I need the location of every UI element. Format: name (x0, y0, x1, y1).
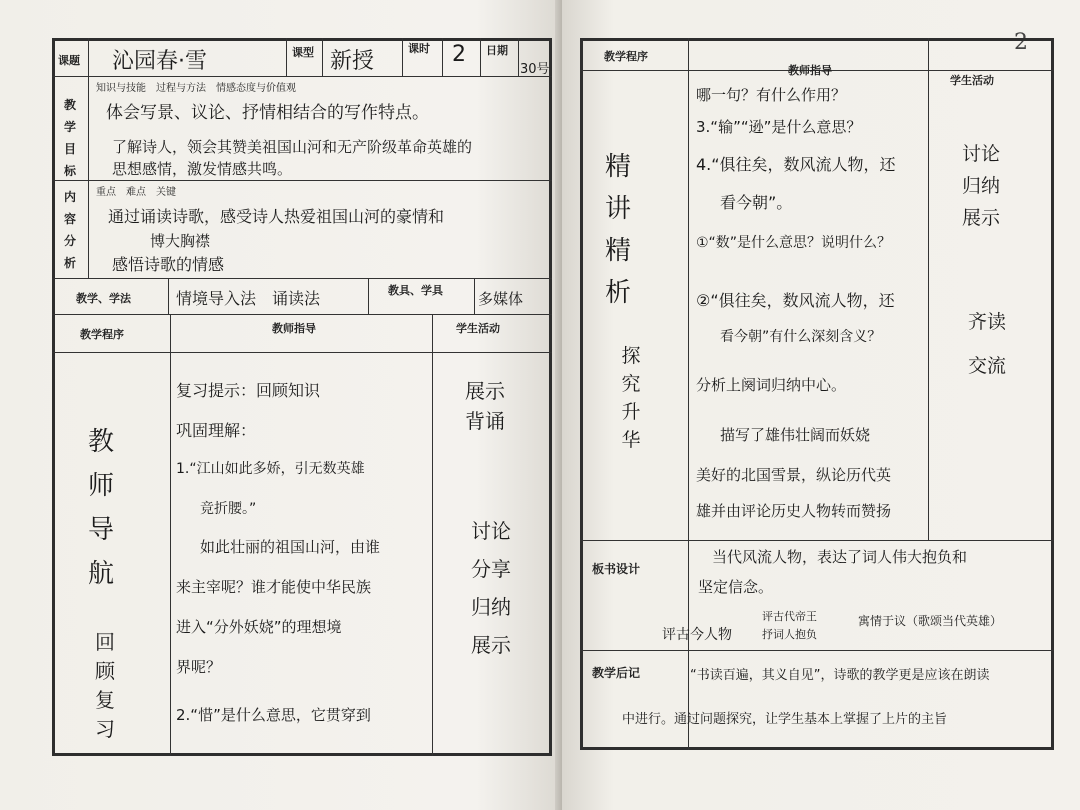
board-line-1: 当代风流人物，表达了词人伟大抱负和 (712, 548, 968, 566)
teacher-guidance-line: ①“数”是什么意思？说明什么？ (696, 235, 892, 251)
col-teacher-header: 教师指导 (272, 322, 316, 335)
divider (442, 38, 443, 76)
divider (518, 38, 519, 76)
divider (688, 38, 689, 540)
student-activity: 讨论 (961, 143, 1000, 165)
keshi-value: 2 (452, 42, 466, 67)
left-student-top (460, 376, 510, 436)
teacher-guidance-line: 竞折腰。” (200, 501, 257, 517)
student-activity: 归纳 (961, 175, 1000, 197)
student-activity: 展示 (471, 633, 511, 657)
divider (170, 314, 171, 756)
teacher-guidance-line: 来主宰呢？谁才能使中华民族 (176, 578, 372, 596)
divider (580, 650, 1054, 651)
student-activity: 归纳 (471, 595, 511, 619)
teacher-guidance-line: 巩固理解： (176, 421, 257, 440)
board-line-2: 坚定信念。 (698, 578, 774, 596)
divider (402, 38, 403, 76)
teacher-guidance-line: 复习提示：回顾知识 (176, 381, 321, 400)
kexing-value: 新授 (330, 49, 375, 74)
keti-label: 课题 (58, 54, 80, 67)
right-student-top (956, 138, 1006, 234)
teacher-guidance-line: 界呢？ (176, 658, 222, 676)
col-student-header: 学生活动 (456, 322, 500, 335)
student-activity: 背诵 (465, 409, 505, 433)
content-line-2: 博大胸襟 (150, 232, 211, 250)
divider (322, 38, 323, 76)
student-activity: 展示 (961, 207, 1000, 229)
teacher-guidance-line: 分析上阕词归纳中心。 (696, 376, 847, 394)
methods-value: 情境导入法 诵读法 (176, 289, 321, 308)
teacher-guidance-line: 3.“输”“逊”是什么意思？ (696, 118, 862, 136)
teacher-guidance-line: 看今朝”有什么深刻含义？ (720, 329, 882, 345)
objectives-label: 教学目标 (63, 98, 76, 178)
objectives-line-3: 思想感情，激发情感共鸣。 (112, 160, 293, 178)
content-label: 内容分析 (63, 190, 76, 270)
student-activity: 交流 (967, 355, 1006, 377)
objectives-line-1: 体会写景、议论、抒情相结合的写作特点。 (106, 103, 429, 123)
student-activity: 讨论 (471, 519, 511, 543)
teacher-guidance-line: 1.“江山如此多娇，引无数英雄 (176, 461, 365, 477)
divider (368, 278, 369, 314)
divider (928, 38, 929, 540)
teacher-guidance-line: ②“俱往矣，数风流人物，还 (696, 291, 895, 310)
right-page (562, 0, 1080, 810)
board-line-3d: 寓情于议（歌颂当代英雄） (858, 614, 1003, 628)
keti-value: 沁园春·雪 (112, 49, 207, 74)
teacher-guidance-line: 2.“惜”是什么意思，它贯穿到 (176, 706, 371, 724)
content-line-3: 感悟诗歌的情感 (112, 255, 225, 274)
teacher-guidance-line: 看今朝”。 (720, 193, 793, 212)
board-line-3b: 评古代帝王 (762, 610, 817, 623)
divider (88, 38, 89, 278)
objectives-subheads: 知识与技能 过程与方法 情感态度与价值观 (96, 83, 296, 94)
tools-label: 教具、学具 (388, 284, 443, 297)
methods-label: 教学、学法 (76, 292, 131, 305)
divider (474, 278, 475, 314)
student-activity: 分享 (471, 557, 511, 581)
content-line-1: 通过诵读诗歌，感受诗人热爱祖国山河的豪情和 (108, 207, 445, 226)
col-procedure-header: 教学程序 (604, 50, 648, 63)
procedure-text-2: 探究升华 (621, 345, 641, 451)
teacher-guidance-line: 哪一句？有什么作用？ (696, 86, 847, 104)
keshi-label: 课时 (408, 42, 430, 55)
divider (52, 76, 552, 77)
page-number: 2 (1014, 30, 1028, 55)
board-line-3c: 抒词人抱负 (762, 628, 817, 641)
teacher-guidance-line: 雄并由评论历史人物转而赞扬 (696, 502, 892, 520)
teacher-guidance-line: 如此壮丽的祖国山河，由谁 (200, 538, 381, 556)
procedure-text: 精讲精析 (604, 152, 631, 308)
objectives-line-2: 了解诗人，领会其赞美祖国山河和无产阶级革命英雄的 (112, 138, 473, 156)
divider (286, 38, 287, 76)
divider (52, 352, 552, 353)
teacher-guidance-line: 进入“分外妖娆”的理想境 (176, 618, 342, 636)
reflection-line-2: 中进行。通过问题探究，让学生基本上掌握了上片的主旨 (622, 712, 948, 727)
riqi-value: 30号 (520, 62, 550, 77)
col-teacher-header: 教师指导 (788, 64, 832, 77)
divider (52, 180, 552, 181)
divider (168, 278, 169, 314)
board-line-3a: 评古今人物 (662, 627, 732, 643)
divider (432, 314, 433, 756)
divider (580, 540, 1054, 541)
col-procedure-header: 教学程序 (80, 328, 124, 341)
content-subheads: 重点 难点 关键 (96, 187, 176, 198)
student-activity: 展示 (465, 379, 505, 403)
teacher-guidance-line: 美好的北国雪景，纵论历代英 (696, 466, 892, 484)
tools-value: 多媒体 (478, 290, 524, 308)
right-student-bottom (962, 300, 1012, 388)
divider (52, 314, 552, 315)
kexing-label: 课型 (292, 46, 314, 59)
divider (480, 38, 481, 76)
board-label: 板书设计 (592, 562, 641, 576)
reflection-label: 教学后记 (592, 666, 641, 680)
riqi-label: 日期 (486, 44, 508, 57)
student-activity: 齐读 (967, 311, 1006, 333)
teacher-guidance-line: 描写了雄伟壮阔而妖娆 (720, 426, 871, 444)
procedure-text-2: 回顾复习 (95, 630, 115, 741)
reflection-line-1: “书读百遍，其义自见”，诗歌的教学更是应该在朗读 (690, 668, 990, 683)
procedure-text: 教师导航 (87, 427, 114, 589)
teacher-guidance-line: 4.“俱往矣，数风流人物，还 (696, 155, 896, 174)
col-student-header: 学生活动 (950, 74, 994, 87)
divider (52, 278, 552, 279)
left-student-bottom (466, 512, 516, 664)
